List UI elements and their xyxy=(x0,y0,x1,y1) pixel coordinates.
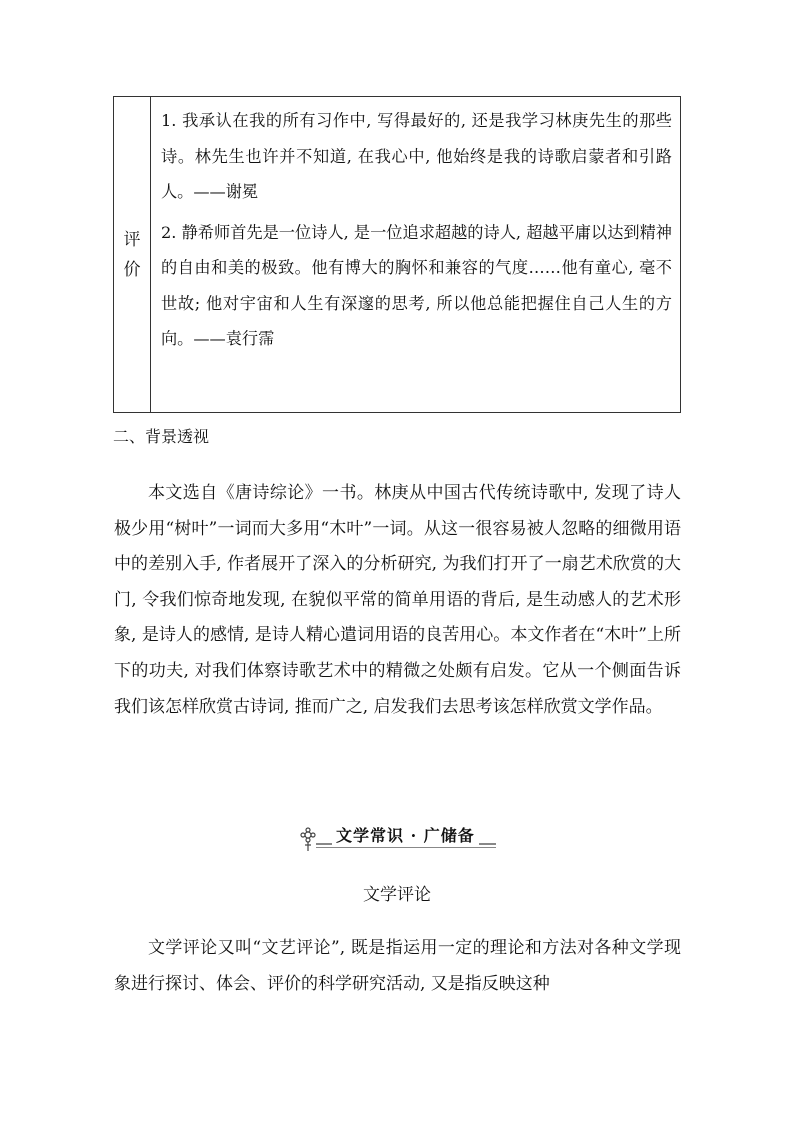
evaluation-content-cell xyxy=(151,97,680,412)
literary-knowledge-banner xyxy=(298,826,496,852)
background-paragraph: 本文选自《唐诗综论》一书。林庚从中国古代传统诗歌中, 发现了诗人极少用“树叶”一词而大多用“木叶”一词。从这一很容易被人忽略的细微用语中的差别入手, 作者展开了深入的分析研究, 为我们打开了一扇艺术欣赏的大门, 令我们惊奇地发现, 在貌似平常的简单用语的背后, 是生动感人的艺术形象, 是诗人的感情, 是诗人精心遣词用语的良苦用心。本文作者在“木叶”上所下的功夫, 对我们体察诗歌艺术中的精微之处颇有启发。它从一个侧面告诉我们该怎样欣赏古诗词, 推而广之, 启发我们去思考该怎样欣赏文学作品。 xyxy=(114,483,681,717)
evaluation-label-cell xyxy=(114,97,151,412)
evaluation-table xyxy=(113,96,681,413)
section-heading-background: 二、背景透视 xyxy=(113,427,210,446)
banner-rule-thin xyxy=(316,847,496,848)
banner-title: 文学常识 · 广储备 xyxy=(332,826,479,846)
literary-review-paragraph: 文学评论又叫“文艺评论”, 既是指运用一定的理论和方法对各种文学现象进行探讨、体会、评价的科学研究活动, 又是指反映这种 xyxy=(114,938,681,994)
label-char-bottom: 价 xyxy=(123,259,141,280)
quote-yuan-xingpei: 2. 静希师首先是一位诗人, 是一位追求超越的诗人, 超越平庸以达到精神的自由和美的极致。他有博大的胸怀和兼容的气度……他有童心, 毫不世故; 他对宇宙和人生有深邃的思考, 所以他总能把握住自己人生的方向。——袁行霈 xyxy=(161,222,672,348)
literary-review-title: 文学评论 xyxy=(363,885,431,905)
chinese-knot-icon xyxy=(298,826,318,852)
quote-xie-mian: 1. 我承认在我的所有习作中, 写得最好的, 还是我学习林庚先生的那些诗。林先生也许并不知道, 在我心中, 他始终是我的诗歌启蒙者和引路人。——谢冕 xyxy=(161,111,672,201)
label-char-top: 评 xyxy=(123,229,141,250)
